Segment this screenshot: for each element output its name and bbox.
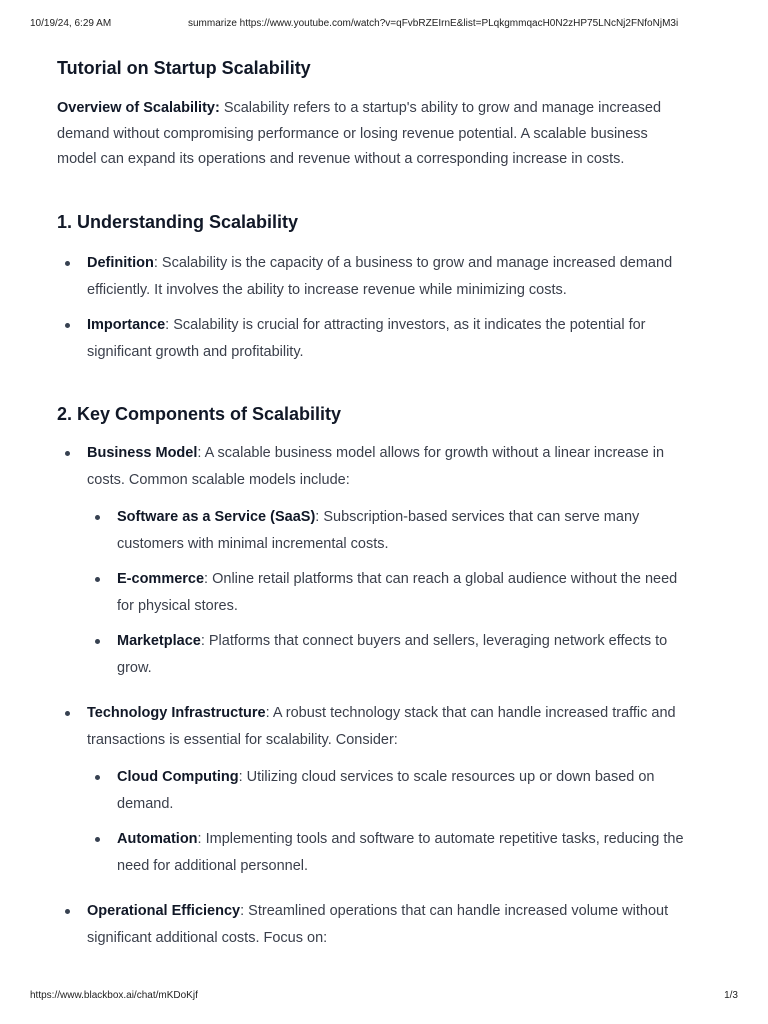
list-item-text: : Online retail platforms that can reach a global audience without the need for physical stores. [117, 570, 678, 614]
document-content [57, 55, 687, 952]
print-footer-url: https://www.blackbox.ai/chat/mKDoKjf [30, 990, 198, 1001]
section-heading: 2. Key Components of Scalability [57, 403, 342, 424]
list-item-term: Cloud Computing [117, 768, 239, 785]
list-item-term: Operational Efficiency [87, 902, 241, 919]
page-number: 1/3 [724, 990, 738, 1001]
list-item-term: Software as a Service (SaaS) [117, 508, 316, 525]
list-item-text: : Implementing tools and software to automate repetitive tasks, reducing the need for additional personnel. [117, 830, 684, 874]
section-2-list [57, 440, 687, 952]
list-item-term: Technology Infrastructure [87, 704, 266, 721]
list-item [87, 826, 687, 880]
section-heading: 1. Understanding Scalability [57, 211, 299, 232]
list-item [57, 898, 687, 952]
overview-label: Overview of Scalability: [57, 100, 220, 116]
section-1-list [57, 250, 687, 366]
print-page-title: summarize https://www.youtube.com/watch?v=qFvbRZEIrnE&list=PLqkgmmqacH0N2zHP75LNcNj2FNfoNjM3i [188, 18, 679, 29]
list-item-term: Business Model [87, 444, 198, 461]
print-datetime: 10/19/24, 6:29 AM [30, 18, 112, 29]
list-item [57, 250, 687, 304]
list-item [57, 312, 687, 366]
list-item-text: : Scalability is crucial for attracting investors, as it indicates the potential for significant growth and profitability. [87, 316, 646, 360]
overview-text: Scalability refers to a startup's ability to grow and manage increased demand without compromising performance or losing revenue potential. A scalable business model can expand its operations and revenue without a corresponding increase in costs. [57, 100, 662, 167]
list-item [87, 628, 687, 682]
print-header [30, 18, 738, 34]
list-item [87, 504, 687, 558]
list-item-term: Marketplace [117, 632, 201, 649]
list-item [87, 764, 687, 818]
print-footer [30, 990, 738, 1004]
list-item-term: Automation [117, 830, 198, 847]
list-item-text: : A robust technology stack that can handle increased traffic and transactions is essential for scalability. Consider: [87, 704, 676, 748]
list-item-text: : Utilizing cloud services to scale resources up or down based on demand. [117, 768, 655, 812]
nested-list [87, 764, 687, 880]
overview-paragraph [57, 96, 687, 173]
list-item-text: : Streamlined operations that can handle increased volume without significant additional costs. Focus on: [87, 902, 669, 946]
list-item [87, 566, 687, 620]
list-item [57, 700, 687, 880]
list-item-term: Definition [87, 254, 154, 271]
document-title: Tutorial on Startup Scalability [57, 58, 311, 78]
nested-list [87, 504, 687, 682]
list-item-term: Importance [87, 316, 166, 333]
list-item-term: E-commerce [117, 570, 205, 587]
list-item-text: : A scalable business model allows for growth without a linear increase in costs. Common scalable models include: [87, 444, 665, 488]
list-item [57, 440, 687, 682]
list-item-text: : Scalability is the capacity of a business to grow and manage increased demand efficiently. It involves the ability to increase revenue while minimizing costs. [87, 254, 673, 298]
list-item-text: : Subscription-based services that can serve many customers with minimal incremental costs. [117, 508, 640, 552]
list-item-text: : Platforms that connect buyers and sellers, leveraging network effects to grow. [117, 632, 668, 676]
